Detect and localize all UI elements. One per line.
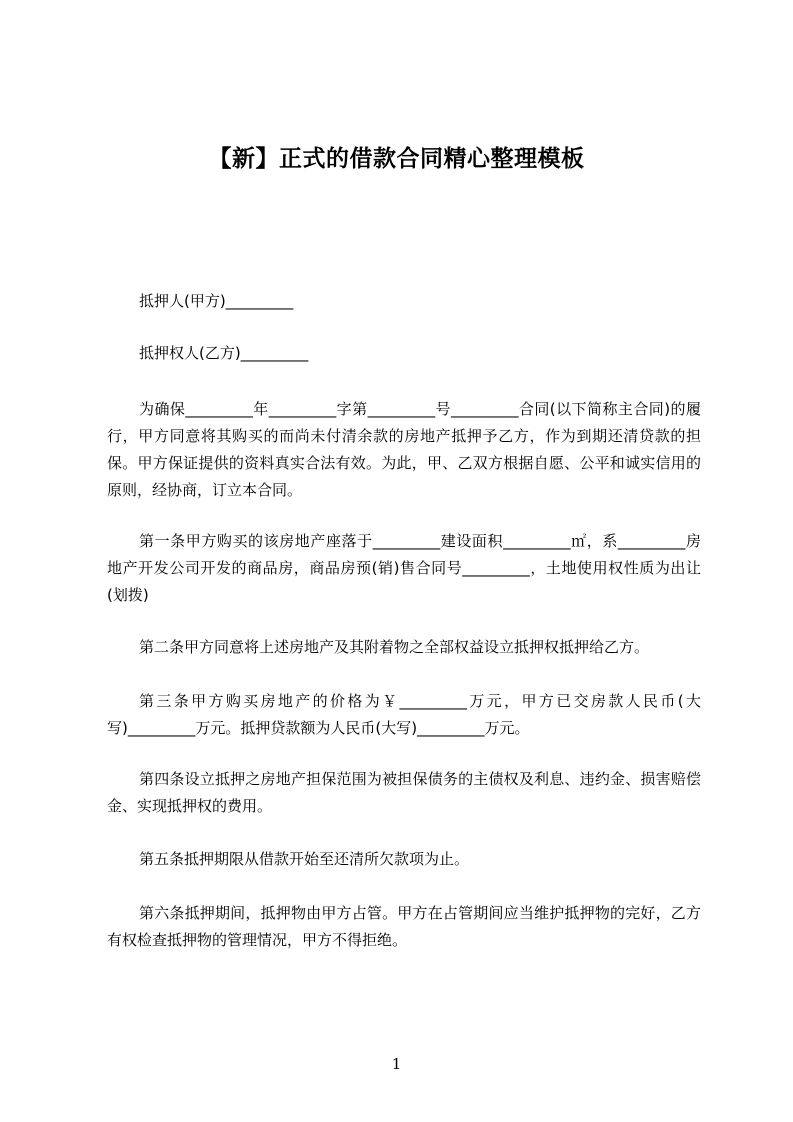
paragraph-article-4: 第四条设立抵押之房地产担保范围为被担保债务的主债权及利息、违约金、损害赔偿金、实现抵押权的费用。	[107, 770, 701, 815]
paragraph-article-6: 第六条抵押期间，抵押物由甲方占管。甲方在占管期间应当维护抵押物的完好，乙方有权检查抵押物的管理情况，甲方不得拒绝。	[107, 904, 701, 949]
paragraph-article-1: 第一条甲方购买的该房地产座落于_________建设面积_________㎡，系_________房地产开发公司开发的商品房，商品房预(销)售合同号_________，土地使用权性质为出让(划拨)	[107, 532, 701, 604]
paragraph-article-2: 第二条甲方同意将上述房地产及其附着物之全部权益设立抵押权抵押给乙方。	[139, 638, 650, 656]
paragraph-article-3: 第三条甲方购买房地产的价格为￥_________万元，甲方已交房款人民币(大写)_________万元。抵押贷款额为人民币(大写)_________万元。	[107, 692, 701, 737]
paragraph-preamble: 为确保_________年_________字第_________号_________合同(以下简称主合同)的履行，甲方同意将其购买的而尚未付清余款的房地产抵押予乙方，作为到期还清贷款的担保。甲方保证提供的资料真实合法有效。为此，甲、乙双方根据自愿、公平和诚实信用的原则，经协商，订立本合同。	[107, 400, 701, 499]
paragraph-article-5: 第五条抵押期限从借款开始至还清所欠款项为止。	[139, 850, 470, 868]
document-title: 【新】正式的借款合同精心整理模板	[208, 146, 585, 172]
paragraph-mortgagor: 抵押人(甲方)_________	[139, 292, 294, 310]
paragraph-mortgagee: 抵押权人(乙方)_________	[139, 344, 309, 362]
page-number: 1	[391, 1055, 402, 1073]
